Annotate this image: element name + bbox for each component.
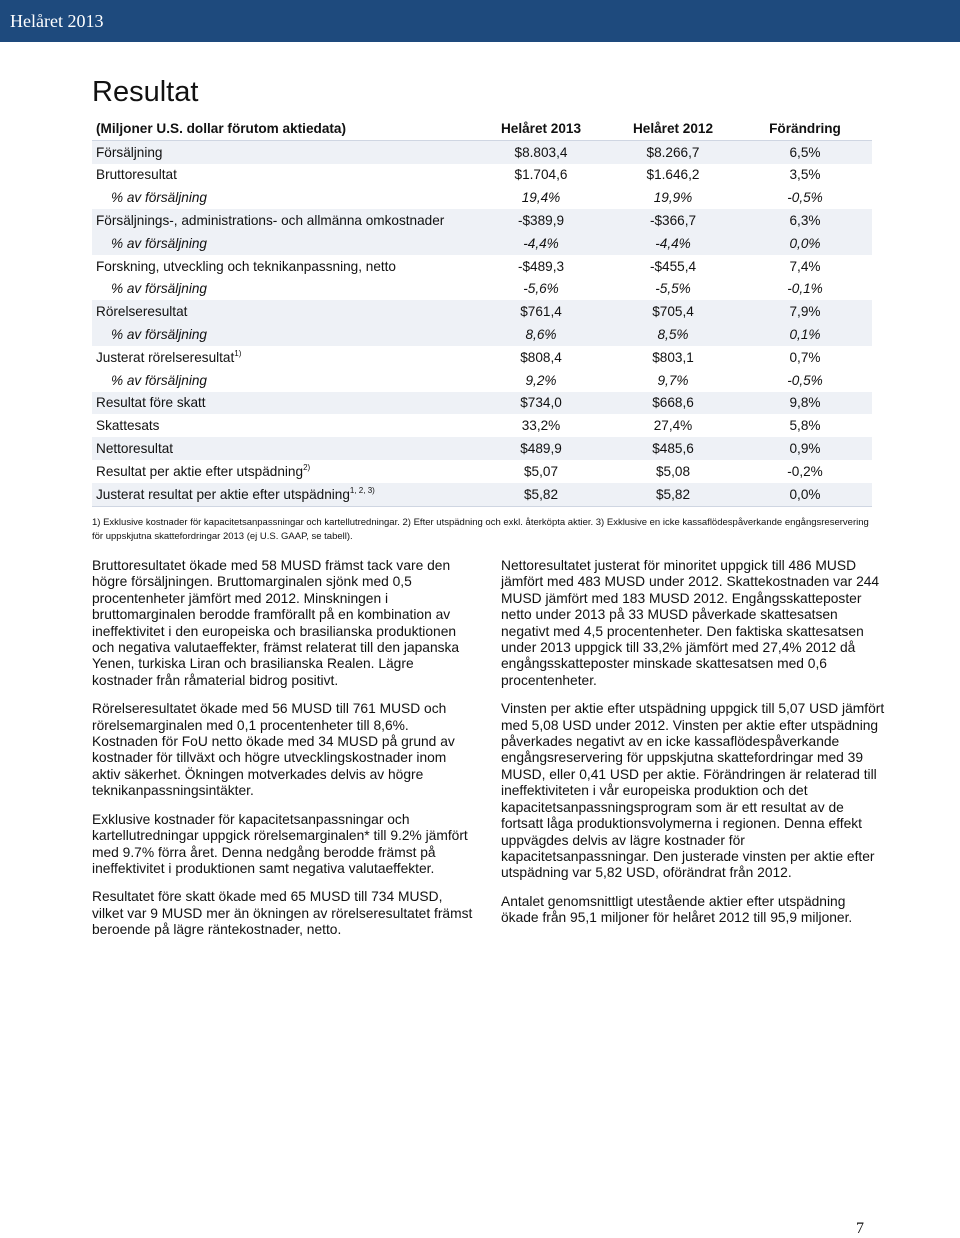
table-row: [92, 164, 872, 187]
page-number: 7: [856, 1220, 864, 1237]
value-change: -0,2%: [787, 463, 823, 479]
value-2013: -$489,3: [517, 258, 565, 274]
table-row: [92, 392, 872, 415]
row-label: [92, 323, 476, 346]
right-text-column: [501, 558, 886, 939]
table-body: [92, 140, 872, 506]
value-change: 0,1%: [740, 323, 872, 346]
paragraph: Antalet genomsnittligt utestående aktier efter utspädning ökade från 95,1 miljoner för helåret 2012 till 95,9 miljoner.: [501, 893, 853, 926]
value-change: 3,5%: [789, 167, 821, 183]
value-change: 9,8%: [740, 392, 872, 415]
value-2013: $489,9: [476, 437, 608, 460]
table-row: [92, 483, 872, 506]
value-change: 0,9%: [740, 437, 872, 460]
value-2012: -5,5%: [655, 281, 691, 297]
value-2012: 19,9%: [653, 190, 693, 206]
header-title: Helåret 2013: [10, 11, 104, 31]
row-label-text: Resultat per aktie efter utspädning: [96, 464, 304, 480]
value-2013: $5,82: [476, 483, 608, 506]
value-2012: $803,1: [652, 349, 694, 365]
value-2013: $808,4: [520, 349, 562, 365]
footnote-marker: 2): [303, 463, 311, 473]
header-bar: [0, 0, 960, 42]
value-change: 0,7%: [789, 349, 821, 365]
paragraph: Resultatet före skatt ökade med 65 MUSD till 734 MUSD, vilket var 9 MUSD mer än ökningen av rörelseresultatet främst beroende på lägre räntekostnader, netto.: [92, 889, 473, 938]
table-row: [92, 460, 872, 483]
row-label-text: Försäljning: [96, 144, 163, 160]
row-label-text: % av försäljning: [111, 190, 207, 206]
row-label: [92, 392, 476, 415]
row-label-text: Justerat resultat per aktie efter utspädning: [96, 487, 350, 503]
paragraph: Rörelseresultatet ökade med 56 MUSD till 761 MUSD och rörelsemarginalen med 0,1 procentenheter till 8,6%. Kostnaden för FoU netto ökade med 34 MUSD på grund av kostnader för tillväxt och högre utvecklingskostnader inom aktiv säkerhet. Ökningen motverkades delvis av högre teknikanpassningsintäkter.: [92, 701, 455, 799]
value-change: 6,3%: [740, 209, 872, 232]
row-label: [92, 414, 476, 437]
table-row: [92, 140, 872, 163]
row-label: [92, 209, 476, 232]
row-label: [92, 255, 476, 278]
table-header-row: [92, 117, 872, 140]
row-label-text: % av försäljning: [111, 372, 207, 388]
table-row: [92, 278, 872, 301]
paragraph: Vinsten per aktie efter utspädning uppgick till 5,07 USD jämfört med 5,08 USD under 2012. Vinsten per aktie efter utspädning påverkades negativt av en icke kassaflödespåverkande engångsreservering för uppskjutna skattefordringar med 39 MUSD, eller 0,41 USD per aktie. Förändringen är relaterad till ineffektiviteten i vår europeiska produktion och det kapacitetsanpassningsprogram som är ett resultat av de fortsatt låga produktionsvolymerna i regionen. Denna effekt uppvägdes delvis av lägre kostnader för kapacitetsanpassningar. Den justerade vinsten per aktie efter utspädning var 5,82 USD, oförändrat från 2012.: [501, 701, 885, 881]
row-label-text: Skattesats: [96, 418, 160, 434]
paragraph: Bruttoresultatet ökade med 58 MUSD främst tack vare den högre försäljningen. Bruttomarginalen sjönk med 0,5 procentenheter jämfört med 2012. Minskningen i bruttomarginalen berodde framförallt på en kombination av ineffektivitet i den europeiska och brasilianska produktionen och negativa valutaeffekter, främst relaterat till den japanska Yenen, turkiska Liran och brasilianska Realen. Lägre kostnader från råmaterial bidrog positivt.: [92, 558, 460, 688]
value-change: -0,1%: [787, 281, 823, 297]
value-change: 7,9%: [740, 300, 872, 323]
footnote-marker: 1, 2, 3): [349, 486, 375, 496]
column-header-description: (Miljoner U.S. dollar förutom aktiedata): [96, 120, 346, 136]
value-2012: 27,4%: [653, 418, 693, 434]
row-label-text: Rörelseresultat: [96, 304, 188, 320]
row-label-text: % av försäljning: [111, 235, 207, 251]
paragraph: Nettoresultatet justerat för minoritet uppgick till 486 MUSD jämfört med 483 MUSD under 2012. Skattekostnaden var 244 MUSD jämfört med 183 MUSD 2012. Engångsskatteposter netto under 2013 på 33 MUSD påverkade skattesatsen negativt med 4,5 procentenheter. Den faktiska skattesatsen under 2013 uppgick till 33,2% jämfört med 27,4% 2012 då engångsskatteposter minskade skattesatsen med 0,6 procentenheter.: [501, 558, 880, 688]
value-change: 0,0%: [740, 232, 872, 255]
row-label: [92, 300, 476, 323]
row-label-text: Forskning, utveckling och teknikanpassning, netto: [96, 258, 396, 274]
table-row: [92, 369, 872, 392]
value-change: 6,5%: [740, 140, 872, 163]
row-label: [92, 437, 476, 460]
table-row: [92, 255, 872, 278]
row-label: [92, 460, 476, 483]
value-2013: $1.704,6: [514, 167, 568, 183]
value-change: 7,4%: [789, 258, 821, 274]
value-2013: $8.803,4: [476, 140, 608, 163]
value-2012: -$366,7: [608, 209, 740, 232]
row-label: [92, 278, 476, 301]
table-row: [92, 209, 872, 232]
table-row: [92, 232, 872, 255]
table-row: [92, 300, 872, 323]
value-2012: 8,5%: [608, 323, 740, 346]
value-2012: 9,7%: [657, 372, 689, 388]
value-2012: $5,08: [655, 463, 691, 479]
row-label-text: Bruttoresultat: [96, 167, 177, 183]
results-table: [92, 117, 872, 507]
table-row: [92, 186, 872, 209]
table-row: [92, 437, 872, 460]
value-2013: 33,2%: [521, 418, 561, 434]
value-2012: -4,4%: [608, 232, 740, 255]
row-label: [92, 164, 476, 187]
value-change: -0,5%: [787, 190, 823, 206]
value-2012: $8.266,7: [608, 140, 740, 163]
table-footnote: 1) Exklusive kostnader för kapacitetsanpassningar och kartellutredningar. 2) Efter utspädning och exkl. återköpta aktier. 3) Exklusive en icke kassaflödespåverkande engångsreservering för uppskjutna skattefordringar 2013 (ej U.S. GAAP, se tabell).: [92, 517, 869, 542]
row-label-text: Justerat rörelseresultat: [96, 350, 235, 366]
left-text-column: [92, 558, 474, 951]
value-2013: -$389,9: [476, 209, 608, 232]
row-label: [92, 346, 476, 369]
value-2012: $5,82: [608, 483, 740, 506]
value-2013: $734,0: [476, 392, 608, 415]
value-2013: 8,6%: [476, 323, 608, 346]
table-row: [92, 414, 872, 437]
row-label-text: Försäljnings-, administrations- och allmänna omkostnader: [96, 213, 445, 229]
row-label-text: Nettoresultat: [96, 441, 174, 457]
value-2012: $1.646,2: [646, 167, 700, 183]
value-2013: -4,4%: [476, 232, 608, 255]
row-label: [92, 186, 476, 209]
table-row: [92, 323, 872, 346]
column-header-2013: Helåret 2013: [500, 120, 582, 136]
value-2013: -5,6%: [523, 281, 559, 297]
value-2013: $5,07: [523, 463, 559, 479]
row-label-text: % av försäljning: [111, 281, 207, 297]
value-2012: $668,6: [608, 392, 740, 415]
row-label: [92, 232, 476, 255]
value-2012: -$455,4: [649, 258, 697, 274]
value-2013: $761,4: [476, 300, 608, 323]
value-2012: $485,6: [608, 437, 740, 460]
page-title: Resultat: [92, 76, 199, 108]
table-row: [92, 346, 872, 369]
row-label: [92, 140, 476, 163]
value-change: -0,5%: [787, 372, 823, 388]
value-2013: 19,4%: [521, 190, 561, 206]
value-change: 5,8%: [789, 418, 821, 434]
row-label-text: Resultat före skatt: [96, 395, 206, 411]
row-label-text: % av försäljning: [111, 327, 207, 343]
row-label: [92, 369, 476, 392]
value-2013: 9,2%: [525, 372, 557, 388]
column-header-2012: Helåret 2012: [632, 120, 714, 136]
value-change: 0,0%: [740, 483, 872, 506]
row-label: [92, 483, 476, 506]
column-header-change: Förändring: [769, 120, 841, 136]
paragraph: Exklusive kostnader för kapacitetsanpassningar och kartellutredningar uppgick rörelsemarginalen* till 9.2% jämfört med 9.7% förra året. Denna nedgång berodde främst på ineffektivitet i produktionen samt negativa valutaeffekter.: [92, 811, 468, 876]
footnote-marker: 1): [234, 349, 242, 359]
value-2012: $705,4: [608, 300, 740, 323]
